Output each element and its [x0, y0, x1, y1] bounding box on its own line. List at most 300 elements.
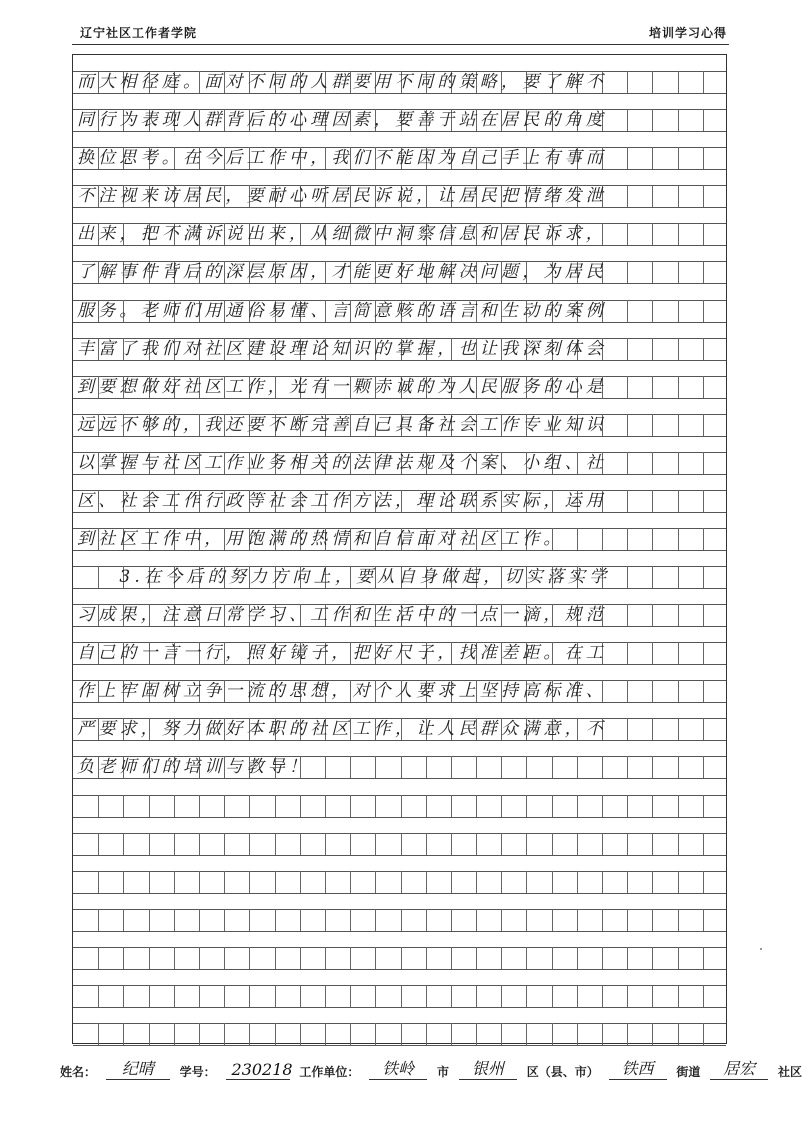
grid-cell-divider [350, 871, 351, 893]
grid-cell-divider [249, 1023, 250, 1045]
grid-cell-divider [652, 223, 653, 245]
grid-cell-divider [98, 871, 99, 893]
grid-band-bottom [73, 131, 726, 132]
grid-cell-divider [350, 756, 351, 778]
grid-cell-divider [350, 833, 351, 855]
handwritten-line [73, 871, 77, 893]
grid-cell-divider [703, 414, 704, 436]
grid-cell-divider [678, 795, 679, 817]
grid-cell-divider [149, 795, 150, 817]
grid-cell-divider [703, 947, 704, 969]
grid-cell-divider [652, 452, 653, 474]
handwritten-line: 作上牢固树立争一流的思想，对个人要求上坚持高标准、 [77, 681, 607, 702]
work-unit-label: 工作单位： [299, 1065, 360, 1079]
grid-cell-divider [501, 1023, 502, 1045]
grid-cell-divider [577, 871, 578, 893]
grid-cell-divider [149, 985, 150, 1007]
grid-cell-divider [652, 71, 653, 93]
grid-cell-divider [451, 756, 452, 778]
grid-cell-divider [526, 833, 527, 855]
grid-cell-divider [350, 985, 351, 1007]
grid-cell-divider [426, 756, 427, 778]
grid-band-bottom [73, 360, 726, 361]
grid-cell-divider [476, 909, 477, 931]
grid-cell-divider [652, 338, 653, 360]
grid-cell-divider [678, 680, 679, 702]
grid-cell-divider [703, 718, 704, 740]
grid-cell-divider [149, 871, 150, 893]
grid-cell-divider [401, 1023, 402, 1045]
grid-cell-divider [627, 528, 628, 550]
grid-cell-divider [375, 985, 376, 1007]
grid-cell-divider [526, 985, 527, 1007]
grid-cell-divider [652, 147, 653, 169]
grid-cell-divider [325, 909, 326, 931]
grid-cell-divider [501, 871, 502, 893]
grid-cell-divider [652, 909, 653, 931]
grid-cell-divider [577, 947, 578, 969]
grid-cell-divider [300, 909, 301, 931]
grid-cell-divider [123, 871, 124, 893]
grid-cell-divider [350, 1023, 351, 1045]
grid-cell-divider [401, 833, 402, 855]
grid-cell-divider [325, 1023, 326, 1045]
grid-band-bottom [73, 93, 726, 94]
grid-cell-divider [577, 528, 578, 550]
grid-cell-divider [703, 300, 704, 322]
grid-cell-divider [275, 871, 276, 893]
grid-cell-divider [678, 642, 679, 664]
grid-cell-divider [703, 756, 704, 778]
grid-cell-divider [426, 833, 427, 855]
grid-band-bottom [73, 931, 726, 932]
grid-cell-divider [476, 871, 477, 893]
grid-cell-divider [526, 871, 527, 893]
grid-cell-divider [174, 833, 175, 855]
grid-cell-divider [577, 756, 578, 778]
grid-band-bottom [73, 778, 726, 779]
grid-cell-divider [602, 985, 603, 1007]
grid-cell-divider [174, 1023, 175, 1045]
grid-cell-divider [149, 833, 150, 855]
grid-cell-divider [426, 909, 427, 931]
grid-cell-divider [627, 300, 628, 322]
grid-cell-divider [199, 1023, 200, 1045]
grid-band-bottom [73, 550, 726, 551]
grid-cell-divider [224, 909, 225, 931]
grid-cell-divider [199, 985, 200, 1007]
grid-cell-divider [476, 947, 477, 969]
grid-cell-divider [703, 1023, 704, 1045]
grid-cell-divider [149, 909, 150, 931]
handwritten-line: 了解事件背后的深层原因，才能更好地解决问题，为居民 [77, 262, 607, 283]
grid-band-bottom [73, 1007, 726, 1008]
grid-cell-divider [401, 985, 402, 1007]
grid-cell-divider [577, 909, 578, 931]
grid-cell-divider [501, 947, 502, 969]
city-suffix: 市 [437, 1065, 450, 1079]
grid-cell-divider [552, 1023, 553, 1045]
grid-cell-divider [678, 185, 679, 207]
grid-cell-divider [451, 985, 452, 1007]
grid-cell-divider [627, 185, 628, 207]
grid-band-bottom [73, 245, 726, 246]
grid-band-bottom [73, 474, 726, 475]
grid-band-bottom [73, 169, 726, 170]
grid-cell-divider [123, 1023, 124, 1045]
handwritten-line [73, 795, 77, 817]
handwritten-line: 丰富了我们对社区建设理论知识的掌握，也让我深刻体会 [77, 338, 607, 359]
grid-cell-divider [123, 795, 124, 817]
grid-cell-divider [627, 566, 628, 588]
grid-cell-divider [325, 795, 326, 817]
handwritten-line: 严要求，努力做好本职的社区工作，让人民群众满意，不 [77, 719, 607, 740]
grid-cell-divider [98, 795, 99, 817]
grid-cell-divider [703, 109, 704, 131]
grid-cell-divider [678, 71, 679, 93]
grid-cell-divider [123, 909, 124, 931]
grid-cell-divider [652, 985, 653, 1007]
grid-cell-divider [199, 909, 200, 931]
grid-cell-divider [678, 452, 679, 474]
grid-cell-divider [526, 795, 527, 817]
grid-cell-divider [325, 756, 326, 778]
grid-cell-divider [501, 756, 502, 778]
grid-cell-divider [703, 71, 704, 93]
grid-cell-divider [375, 947, 376, 969]
grid-cell-divider [451, 871, 452, 893]
grid-cell-divider [577, 1023, 578, 1045]
grid-cell-divider [602, 756, 603, 778]
grid-cell-divider [426, 1023, 427, 1045]
grid-cell-divider [249, 833, 250, 855]
grid-cell-divider [652, 642, 653, 664]
grid-cell-divider [627, 604, 628, 626]
grid-cell-divider [526, 756, 527, 778]
grid-cell-divider [678, 490, 679, 512]
community-suffix: 社区 [778, 1065, 802, 1079]
grid-cell-divider [451, 909, 452, 931]
grid-cell-divider [199, 833, 200, 855]
grid-band-bottom [73, 740, 726, 741]
city-value: 铁岭 [369, 1056, 427, 1080]
grid-cell-divider [350, 795, 351, 817]
grid-cell-divider [703, 871, 704, 893]
grid-cell-divider [375, 795, 376, 817]
grid-cell-divider [300, 985, 301, 1007]
grid-cell-divider [627, 490, 628, 512]
grid-cell-divider [652, 185, 653, 207]
grid-cell-divider [678, 985, 679, 1007]
grid-cell-divider [703, 147, 704, 169]
grid-cell-divider [652, 109, 653, 131]
handwritten-line [73, 833, 77, 855]
handwritten-line: 到要想做好社区工作，光有一颗赤诚的为人民服务的心是 [77, 376, 607, 397]
header-right-title: 培训学习心得 [648, 26, 727, 40]
grid-band-bottom [73, 893, 726, 894]
grid-band-bottom [73, 436, 726, 437]
grid-cell-divider [199, 871, 200, 893]
community-value: 居宏 [710, 1056, 768, 1080]
handwritten-line: 而大相径庭。面对不同的人群要用不同的策略，要了解不 [77, 72, 607, 93]
grid-cell-divider [678, 223, 679, 245]
grid-cell-divider [703, 490, 704, 512]
student-id-label: 学号： [179, 1065, 216, 1079]
grid-cell-divider [703, 604, 704, 626]
grid-cell-divider [627, 71, 628, 93]
grid-cell-divider [300, 1023, 301, 1045]
grid-cell-divider [703, 680, 704, 702]
grid-cell-divider [552, 985, 553, 1007]
handwritten-line: 以掌握与社区工作业务相关的法律法规及个案、小组、社 [77, 452, 607, 473]
grid-cell-divider [325, 947, 326, 969]
grid-cell-divider [199, 795, 200, 817]
grid-cell-divider [501, 833, 502, 855]
grid-cell-divider [249, 795, 250, 817]
grid-cell-divider [249, 871, 250, 893]
grid-cell-divider [678, 300, 679, 322]
grid-cell-divider [275, 795, 276, 817]
grid-cell-divider [300, 795, 301, 817]
student-id-value: 230218 [226, 1060, 290, 1080]
grid-band-bottom [73, 1045, 726, 1046]
street-value: 铁西 [609, 1056, 667, 1080]
grid-cell-divider [275, 947, 276, 969]
district-value: 银州 [459, 1056, 517, 1080]
grid-band-bottom [73, 398, 726, 399]
grid-cell-divider [703, 833, 704, 855]
grid-cell-divider [602, 871, 603, 893]
handwritten-line: 负老师们的培训与教导！ [77, 757, 311, 778]
grid-cell-divider [375, 1023, 376, 1045]
grid-cell-divider [98, 833, 99, 855]
grid-cell-divider [199, 947, 200, 969]
grid-cell-divider [275, 909, 276, 931]
grid-cell-divider [627, 871, 628, 893]
grid-band-bottom [73, 322, 726, 323]
grid-cell-divider [401, 871, 402, 893]
street-suffix: 街道 [676, 1065, 701, 1079]
grid-cell-divider [401, 795, 402, 817]
grid-cell-divider [678, 109, 679, 131]
grid-cell-divider [149, 947, 150, 969]
grid-cell-divider [98, 947, 99, 969]
grid-cell-divider [275, 1023, 276, 1045]
grid-cell-divider [174, 871, 175, 893]
grid-cell-divider [703, 795, 704, 817]
grid-cell-divider [224, 1023, 225, 1045]
grid-cell-divider [375, 833, 376, 855]
grid-band-bottom [73, 626, 726, 627]
grid-cell-divider [325, 833, 326, 855]
grid-cell-divider [703, 642, 704, 664]
grid-cell-divider [577, 795, 578, 817]
grid-cell-divider [678, 261, 679, 283]
grid-cell-divider [350, 947, 351, 969]
grid-cell-divider [678, 376, 679, 398]
grid-cell-divider [627, 833, 628, 855]
header-left-title: 辽宁社区工作者学院 [80, 26, 198, 40]
grid-cell-divider [627, 223, 628, 245]
grid-cell-divider [678, 147, 679, 169]
grid-cell-divider [652, 833, 653, 855]
handwritten-line: 远远不够的，我还要不断完善自己具备社会工作专业知识 [77, 414, 607, 435]
grid-cell-divider [703, 185, 704, 207]
grid-cell-divider [602, 795, 603, 817]
grid-cell-divider [224, 985, 225, 1007]
grid-cell-divider [703, 376, 704, 398]
grid-cell-divider [602, 909, 603, 931]
grid-cell-divider [678, 718, 679, 740]
grid-cell-divider [577, 833, 578, 855]
grid-cell-divider [678, 604, 679, 626]
grid-cell-divider [98, 985, 99, 1007]
writing-grid [72, 54, 727, 1044]
grid-cell-divider [602, 528, 603, 550]
grid-cell-divider [476, 795, 477, 817]
grid-cell-divider [627, 452, 628, 474]
grid-cell-divider [375, 756, 376, 778]
grid-cell-divider [375, 871, 376, 893]
grid-cell-divider [602, 1023, 603, 1045]
grid-cell-divider [678, 338, 679, 360]
grid-cell-divider [476, 833, 477, 855]
name-label: 姓名： [60, 1065, 97, 1079]
grid-cell-divider [300, 947, 301, 969]
handwritten-line: 换位思考。在今后工作中，我们不能因为自己手上有事而 [77, 148, 607, 169]
grid-cell-divider [174, 909, 175, 931]
grid-cell-divider [627, 376, 628, 398]
grid-cell-divider [275, 833, 276, 855]
handwritten-line [73, 909, 77, 931]
grid-cell-divider [577, 985, 578, 1007]
handwritten-line: 不注视来访居民，要耐心听居民诉说，让居民把情绪发泄 [77, 186, 607, 207]
grid-cell-divider [552, 833, 553, 855]
grid-cell-divider [451, 833, 452, 855]
grid-cell-divider [627, 338, 628, 360]
grid-cell-divider [451, 947, 452, 969]
grid-cell-divider [652, 947, 653, 969]
grid-cell-divider [652, 300, 653, 322]
grid-cell-divider [652, 528, 653, 550]
grid-cell-divider [627, 756, 628, 778]
grid-cell-divider [476, 985, 477, 1007]
grid-cell-divider [350, 909, 351, 931]
grid-cell-divider [627, 147, 628, 169]
grid-cell-divider [552, 795, 553, 817]
grid-cell-divider [602, 947, 603, 969]
grid-cell-divider [703, 338, 704, 360]
grid-cell-divider [401, 756, 402, 778]
grid-cell-divider [678, 1023, 679, 1045]
grid-cell-divider [501, 795, 502, 817]
grid-cell-divider [652, 718, 653, 740]
handwritten-line: 习成果，注意日常学习、工作和生活中的一点一滴，规范 [77, 605, 607, 626]
grid-cell-divider [526, 947, 527, 969]
grid-cell-divider [652, 795, 653, 817]
grid-cell-divider [526, 909, 527, 931]
handwritten-line [73, 947, 77, 969]
grid-cell-divider [476, 1023, 477, 1045]
grid-cell-divider [123, 833, 124, 855]
handwritten-line: 3.在今后的努力方向上，要从自身做起，切实落实学 [77, 567, 611, 588]
handwritten-line: 同行为表现人群背后的心理因素，要善于站在居民的角度 [77, 110, 607, 131]
grid-cell-divider [552, 909, 553, 931]
grid-cell-divider [300, 871, 301, 893]
grid-cell-divider [678, 909, 679, 931]
grid-cell-divider [552, 756, 553, 778]
grid-cell-divider [98, 1023, 99, 1045]
grid-cell-divider [627, 1023, 628, 1045]
grid-cell-divider [224, 871, 225, 893]
grid-cell-divider [627, 985, 628, 1007]
grid-cell-divider [703, 528, 704, 550]
grid-band-bottom [73, 512, 726, 513]
handwritten-line: 服务。老师们用通俗易懂、言简意赅的语言和生动的案例 [77, 300, 607, 321]
grid-cell-divider [451, 795, 452, 817]
grid-cell-divider [426, 795, 427, 817]
grid-cell-divider [501, 985, 502, 1007]
grid-cell-divider [325, 871, 326, 893]
signature-footer [60, 1056, 802, 1082]
grid-cell-divider [627, 795, 628, 817]
grid-cell-divider [375, 909, 376, 931]
grid-cell-divider [652, 756, 653, 778]
header-divider [72, 44, 729, 45]
grid-cell-divider [123, 985, 124, 1007]
grid-band-bottom [73, 855, 726, 856]
grid-cell-divider [627, 947, 628, 969]
grid-cell-divider [703, 985, 704, 1007]
grid-cell-divider [652, 490, 653, 512]
grid-cell-divider [652, 1023, 653, 1045]
grid-cell-divider [627, 718, 628, 740]
grid-cell-divider [652, 604, 653, 626]
grid-cell-divider [526, 1023, 527, 1045]
grid-band-bottom [73, 588, 726, 589]
grid-cell-divider [703, 452, 704, 474]
grid-cell-divider [703, 261, 704, 283]
grid-cell-divider [224, 833, 225, 855]
grid-cell-divider [249, 985, 250, 1007]
grid-cell-divider [652, 261, 653, 283]
grid-cell-divider [426, 947, 427, 969]
grid-cell-divider [552, 871, 553, 893]
grid-cell-divider [627, 642, 628, 664]
grid-cell-divider [703, 223, 704, 245]
handwritten-line: 到社区工作中，用饱满的热情和自信面对社区工作。 [77, 529, 565, 549]
grid-cell-divider [300, 833, 301, 855]
handwritten-line [73, 985, 77, 1007]
grid-cell-divider [703, 566, 704, 588]
grid-cell-divider [652, 376, 653, 398]
grid-cell-divider [652, 566, 653, 588]
grid-cell-divider [149, 1023, 150, 1045]
grid-cell-divider [652, 680, 653, 702]
handwritten-line: 区、社会工作行政等社会工作方法，理论联系实际，运用 [77, 490, 607, 511]
grid-cell-divider [627, 109, 628, 131]
paper-speck [760, 948, 762, 950]
name-value: 纪晴 [106, 1056, 170, 1080]
grid-cell-divider [627, 414, 628, 436]
grid-cell-divider [678, 871, 679, 893]
grid-cell-divider [552, 947, 553, 969]
grid-cell-divider [678, 756, 679, 778]
grid-cell-divider [249, 947, 250, 969]
district-suffix: 区（县、市） [526, 1065, 599, 1079]
grid-cell-divider [602, 833, 603, 855]
grid-cell-divider [678, 414, 679, 436]
